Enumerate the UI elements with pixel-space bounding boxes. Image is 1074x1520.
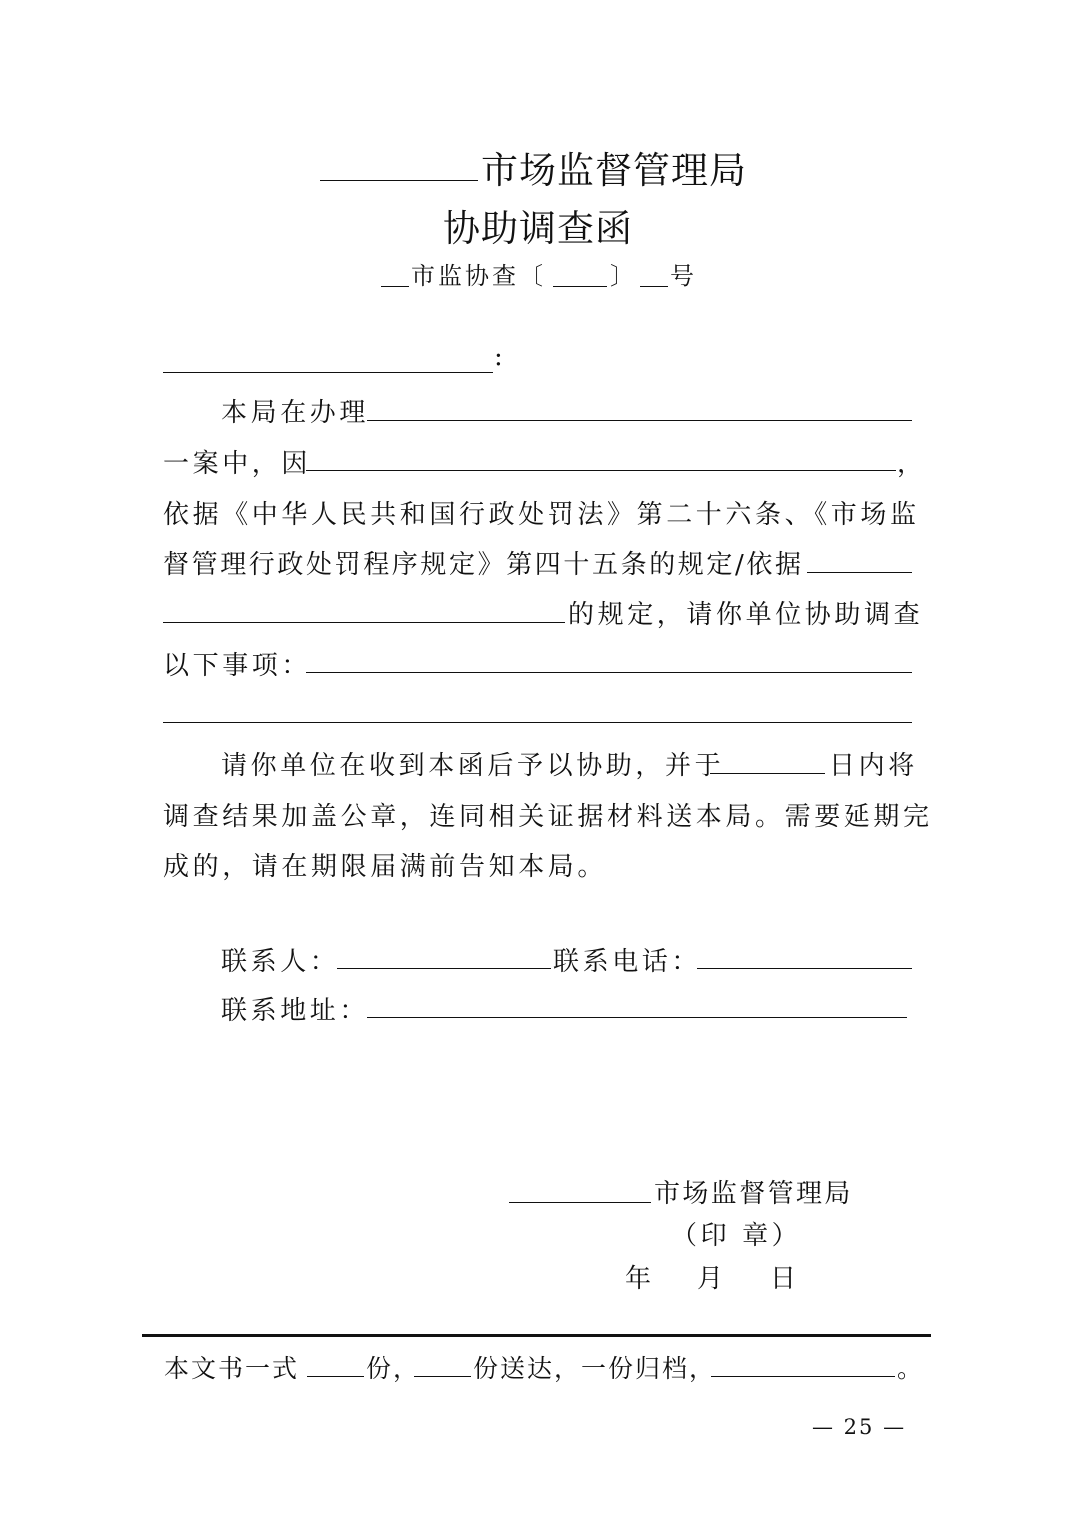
agency-title-suffix: 市场监督管理局 [481,149,747,192]
reason-blank [306,470,896,471]
agency-name-blank [320,180,478,181]
copies-total-blank [307,1376,364,1377]
para1-line5: 的规定，请你单位协助调查 [568,600,924,630]
footer-text-4: 。 [897,1354,925,1383]
form-title: 协助调查函 [443,207,633,250]
para1-line6: 以下事项： [163,651,312,681]
doc-no-text-c: 号 [670,262,697,290]
contact-address-label: 联系地址： [221,996,370,1026]
para1-line1: 本局在办理 [221,398,370,428]
doc-no-region-blank [381,286,409,287]
contact-phone-label: 联系电话： [553,947,702,977]
doc-no-text-b: 〕 [610,262,637,290]
footer-text-2: 份， [366,1354,421,1383]
legal-basis-blank-1 [807,572,912,573]
seal-label: （印 章） [671,1221,802,1251]
contact-person-label: 联系人： [221,947,340,977]
para1-line2-comma: ， [897,449,927,479]
days-blank [710,773,825,774]
doc-no-number-blank [640,286,668,287]
case-name-blank [367,420,912,421]
signature-agency-blank [509,1202,651,1203]
para2-line2: 调查结果加盖公章，连同相关证据材料送本局。需要延期完 [163,802,933,832]
doc-no-year-blank [553,286,607,287]
doc-no-text-a: 市监协查〔 [411,262,546,290]
footer-text-1: 本文书一式 [164,1354,300,1383]
copies-served-blank [414,1376,471,1377]
recipient-blank [163,372,493,373]
recipient-colon: : [494,342,507,372]
matters-blank-2 [163,722,912,723]
date-year: 年 [625,1264,655,1294]
legal-basis-blank-2 [163,622,565,623]
para1-line4: 督管理行政处罚程序规定》第四十五条的规定/依据 [163,550,804,580]
signature-agency-suffix: 市场监督管理局 [654,1179,853,1209]
footer-text-3: 份送达，一份归档， [473,1354,717,1383]
footer-divider [142,1334,931,1337]
para2-line1b: 日内将 [829,751,918,781]
contact-person-blank [337,968,551,969]
date-month: 月 [697,1264,727,1294]
contact-address-blank [367,1017,907,1018]
para2-line3: 成的，请在期限届满前告知本局。 [163,852,608,882]
footer-remark-blank [711,1376,895,1377]
date-day: 日 [770,1264,800,1294]
para1-line2: 一案中，因 [163,449,312,479]
page-number: — 25 — [812,1415,907,1439]
para1-line3: 依据《中华人民共和国行政处罚法》第二十六条、《市场监 [163,500,920,530]
matters-blank-1 [306,672,912,673]
para2-line1a: 请你单位在收到本函后予以协助，并于 [221,751,725,781]
contact-phone-blank [697,968,912,969]
